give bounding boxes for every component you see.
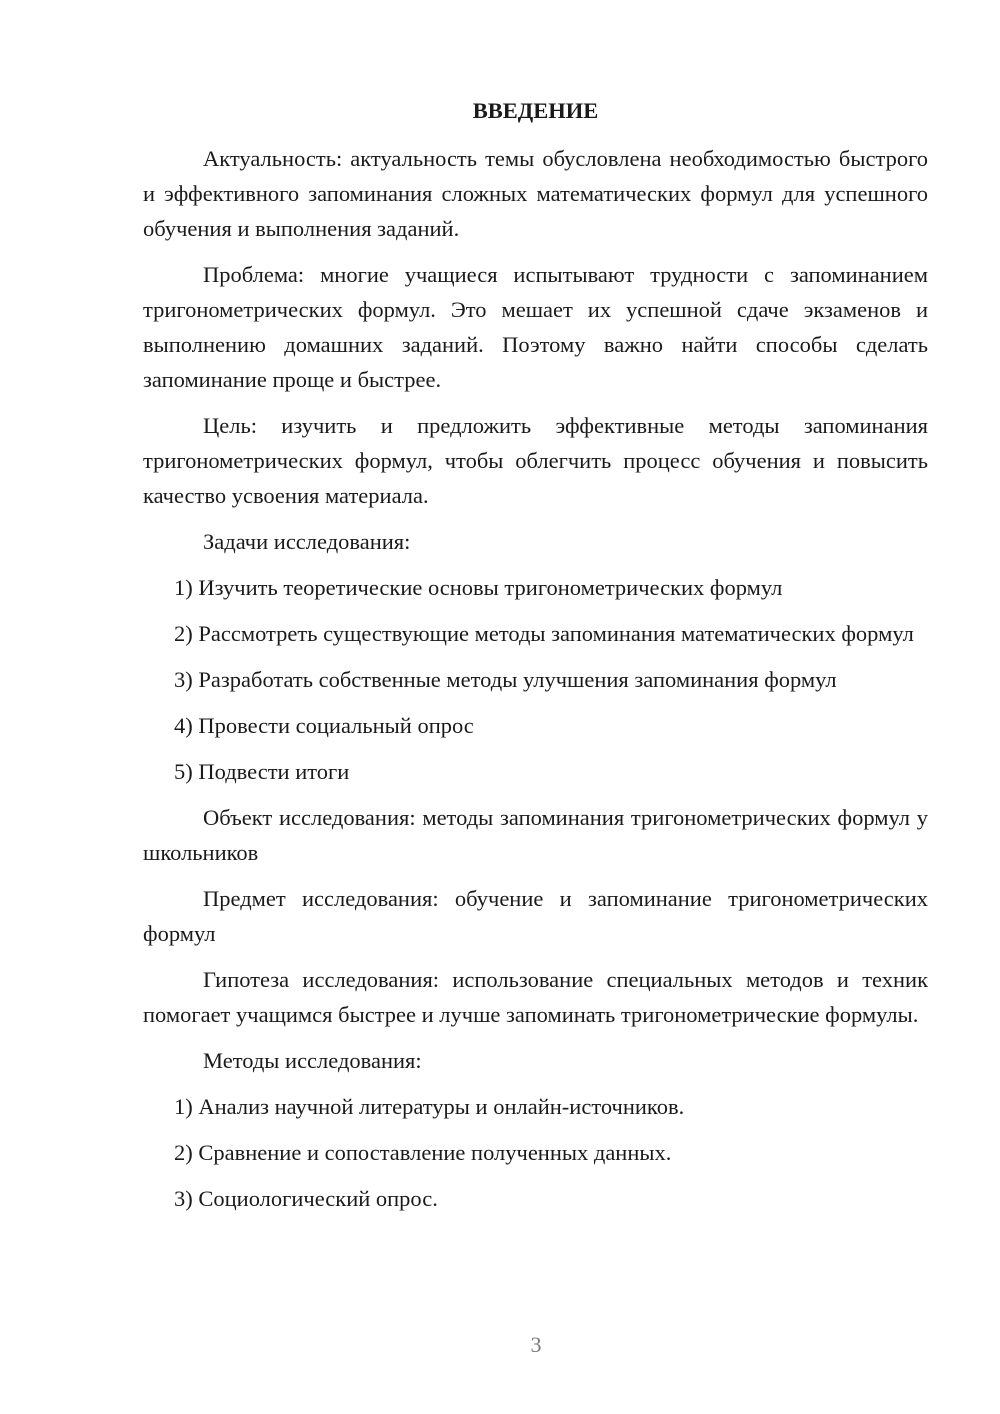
section-title: ВВЕДЕНИЕ <box>472 98 599 123</box>
task-item-2: 2) Рассмотреть существующие методы запоминания математических формул <box>174 621 914 646</box>
task-item-4: 4) Провести социальный опрос <box>174 713 474 738</box>
subject-paragraph: Предмет исследования: обучение и запоминание тригонометрических формул <box>143 886 928 946</box>
goal-paragraph: Цель: изучить и предложить эффективные методы запоминания тригонометрических формул, чтобы облегчить процесс обучения и повысить качество усвоения материала. <box>143 413 928 508</box>
task-item-1: 1) Изучить теоретические основы тригонометрических формул <box>174 575 783 600</box>
method-item-2: 2) Сравнение и сопоставление полученных данных. <box>174 1140 672 1165</box>
page-number: 3 <box>530 1332 542 1357</box>
method-item-1: 1) Анализ научной литературы и онлайн-источников. <box>174 1094 685 1119</box>
tasks-heading: Задачи исследования: <box>203 529 411 554</box>
page-body <box>143 96 928 1227</box>
task-item-5: 5) Подвести итоги <box>174 759 350 784</box>
method-item-3: 3) Социологический опрос. <box>174 1186 438 1211</box>
hypothesis-paragraph: Гипотеза исследования: использование специальных методов и техник помогает учащимся быстрее и лучше запоминать тригонометрические формулы. <box>143 967 928 1027</box>
problem-paragraph: Проблема: многие учащиеся испытывают трудности с запоминанием тригонометрических формул. Это мешает их успешной сдаче экзаменов и выполнению домашних заданий. Поэтому важно найти способы сделать запоминание проще и быстрее. <box>143 262 928 392</box>
task-item-3: 3) Разработать собственные методы улучшения запоминания формул <box>174 667 837 692</box>
relevance-paragraph: Актуальность: актуальность темы обусловлена необходимостью быстрого и эффективного запоминания сложных математических формул для успешного обучения и выполнения заданий. <box>143 146 928 241</box>
methods-heading: Методы исследования: <box>203 1048 422 1073</box>
object-paragraph: Объект исследования: методы запоминания тригонометрических формул у школьников <box>143 805 928 865</box>
